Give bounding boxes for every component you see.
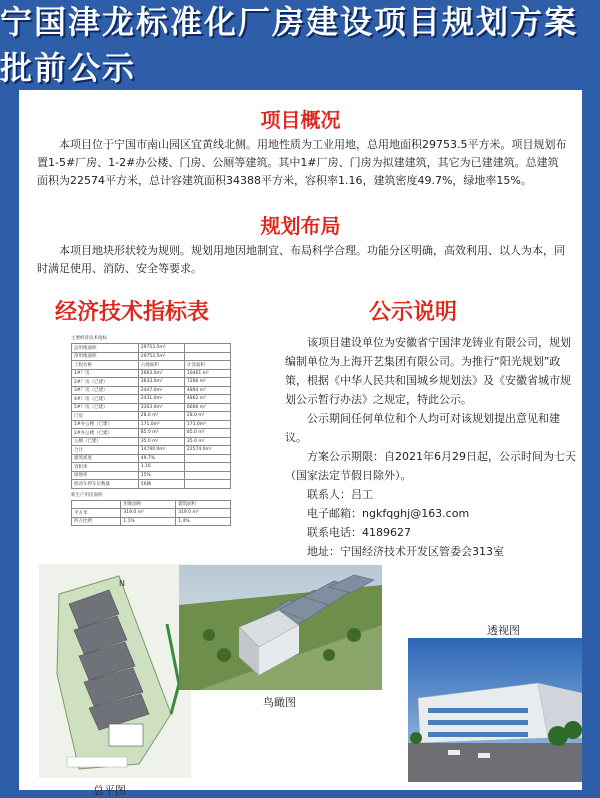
overview-text bbox=[37, 136, 567, 190]
content-panel bbox=[19, 90, 582, 797]
econ-sub-table bbox=[71, 500, 231, 527]
econ-sub-cell: 平方米 bbox=[72, 509, 121, 518]
econ-sub-cell: 1.4% bbox=[176, 517, 231, 526]
econ-cell: 171.0m² bbox=[184, 420, 230, 429]
econ-row bbox=[72, 369, 231, 378]
perspective-view-drawing bbox=[408, 638, 582, 782]
notice-p1: 该项目建设单位为安徽省宁国津龙铸业有限公司，规划编制单位为上海开艺集团有限公司。为推行“阳光规划”政策，根据《中华人民共和国城乡规划法》及《安徽省城市规划公示暂行办法》之规定，特此公示。 bbox=[285, 336, 571, 406]
econ-cell: 4#厂房（已建） bbox=[72, 395, 139, 404]
econ-cell: 1#厂房 bbox=[72, 369, 139, 378]
econ-cell: 85.0 m² bbox=[184, 429, 230, 438]
notice-p3: 方案公示期限：自2021年6月29日起，公示时间为七天（国家法定节假日除外）。 bbox=[285, 450, 576, 482]
econ-cell bbox=[184, 352, 230, 361]
page-title: 宁国津龙标准化厂房建设项目规划方案批前公示 bbox=[0, 3, 579, 87]
overview-paragraph: 本项目位于宁国市南山园区宜黄线北侧。用地性质为工业用地，总用地面积29753.5平方米。项目规划布置1-5#厂房、1-2#办公楼、门房、公厕等建筑。其中1#厂房、门房为拟建建筑，其它为已建建筑。总建筑面积为22574平方米，总计容建筑面积34388平方米，容积率1.16，建筑密度49.7%，绿地率15%。 bbox=[37, 138, 567, 187]
econ-cell: 35.0 m² bbox=[138, 437, 184, 446]
econ-sub-row bbox=[72, 517, 231, 526]
overview-title: 项目概况 bbox=[260, 108, 341, 132]
econ-caption: 主要经济技术指标 bbox=[71, 336, 107, 341]
perspective-view-image bbox=[408, 638, 582, 782]
econ-cell: 工程名称 bbox=[72, 361, 139, 370]
econ-row bbox=[72, 344, 231, 353]
econ-sub-cell bbox=[72, 500, 121, 509]
econ-cell: 2#厂房（已建） bbox=[72, 378, 139, 387]
econ-cell: 建筑密度 bbox=[72, 454, 139, 463]
notice-text bbox=[285, 333, 580, 561]
econ-cell: 28.0 m² bbox=[184, 412, 230, 421]
econ-row bbox=[72, 403, 231, 412]
econ-cell: 35.0 m² bbox=[184, 437, 230, 446]
econ-cell bbox=[184, 344, 230, 353]
econ-sub-row bbox=[72, 500, 231, 509]
notice-title: 公示说明 bbox=[369, 300, 458, 325]
econ-cell: 171.0m² bbox=[138, 420, 184, 429]
econ-cell: 7266 m² bbox=[184, 378, 230, 387]
econ-cell bbox=[184, 480, 230, 489]
econ-cell: 4894 m² bbox=[184, 386, 230, 395]
econ-cell: 占地面积 bbox=[138, 361, 184, 370]
econ-cell: 15% bbox=[138, 471, 184, 480]
aerial-view-caption: 鸟瞰图 bbox=[263, 696, 296, 709]
econ-cell: 绿地率 bbox=[72, 471, 139, 480]
econ-caption-2: 新生产用房面积 bbox=[71, 492, 103, 498]
econ-table bbox=[71, 335, 231, 526]
econ-cell: 29753.5m² bbox=[138, 344, 184, 353]
site-plan-drawing bbox=[39, 564, 191, 778]
econ-cell: 28.0 m² bbox=[138, 412, 184, 421]
econ-cell: 2663.0m² bbox=[138, 369, 184, 378]
econ-cell: 1#办公楼（已建） bbox=[72, 420, 139, 429]
econ-cell: 22574.0m² bbox=[184, 446, 230, 455]
econ-cell: 1.16 bbox=[138, 463, 184, 472]
econ-sub-row bbox=[72, 509, 231, 518]
perspective-caption: 透视图 bbox=[487, 624, 520, 637]
layout-title: 规划布局 bbox=[260, 214, 341, 238]
econ-cell bbox=[184, 463, 230, 472]
econ-sub-cell: 所占比例 bbox=[72, 517, 121, 526]
econ-row bbox=[72, 446, 231, 455]
econ-row bbox=[72, 480, 231, 489]
econ-cell: 56辆 bbox=[138, 480, 184, 489]
econ-cell: 49.7% bbox=[138, 454, 184, 463]
econ-cell: 计容面积 bbox=[184, 361, 230, 370]
econ-main-table bbox=[71, 343, 231, 489]
econ-cell: 10461 m² bbox=[184, 369, 230, 378]
econ-row bbox=[72, 420, 231, 429]
econ-cell: 2447.0m² bbox=[138, 386, 184, 395]
econ-title: 经济技术指标表 bbox=[55, 300, 210, 325]
econ-row bbox=[72, 352, 231, 361]
econ-row bbox=[72, 437, 231, 446]
aerial-view-drawing bbox=[179, 565, 382, 690]
econ-cell bbox=[184, 471, 230, 480]
econ-sub-cell: 用地面积 bbox=[121, 500, 176, 509]
site-plan-image bbox=[39, 564, 191, 778]
econ-cell: 14790.0m² bbox=[138, 446, 184, 455]
title-bar bbox=[0, 0, 600, 86]
econ-cell: 29753.5m² bbox=[138, 352, 184, 361]
site-plan-caption: 总平图 bbox=[93, 784, 126, 797]
notice-p2: 公示期间任何单位和个人均可对该规划提出意见和建议。 bbox=[285, 412, 560, 444]
econ-sub-cell: 319.0 m² bbox=[121, 509, 176, 518]
econ-cell: 容积率 bbox=[72, 463, 139, 472]
econ-cell bbox=[184, 454, 230, 463]
econ-cell: 85.0 m² bbox=[138, 429, 184, 438]
econ-row bbox=[72, 386, 231, 395]
econ-cell: 4862 m² bbox=[184, 395, 230, 404]
econ-cell: 3#厂房（已建） bbox=[72, 386, 139, 395]
econ-sub-cell: 319.0 m² bbox=[176, 509, 231, 518]
layout-paragraph: 本项目地块形状较为规则。规划用地因地制宜、布局科学合理。功能分区明确，高效利用、以人为本，同时满足使用、消防、安全等要求。 bbox=[37, 244, 565, 275]
notice-address: 地址：宁国经济技术开发区管委会313室 bbox=[307, 545, 504, 558]
econ-cell: 门房 bbox=[72, 412, 139, 421]
notice-email: 电子邮箱：ngkfqghj@163.com bbox=[307, 507, 470, 520]
econ-cell: 公厕（已建） bbox=[72, 437, 139, 446]
econ-row bbox=[72, 412, 231, 421]
econ-row bbox=[72, 378, 231, 387]
econ-cell: 3303.0m² bbox=[138, 403, 184, 412]
econ-cell: 2431.0m² bbox=[138, 395, 184, 404]
econ-row bbox=[72, 471, 231, 480]
econ-cell: 净用地面积 bbox=[72, 352, 139, 361]
aerial-view-image bbox=[179, 565, 382, 690]
econ-row bbox=[72, 429, 231, 438]
notice-phone: 联系电话：4189627 bbox=[307, 526, 411, 539]
econ-row bbox=[72, 361, 231, 370]
svg-text:N: N bbox=[119, 579, 125, 588]
notice-contact: 联系人：吕工 bbox=[307, 488, 373, 501]
econ-cell: 6606 m² bbox=[184, 403, 230, 412]
econ-cell: 5#厂房（已建） bbox=[72, 403, 139, 412]
econ-cell: 3633.0m² bbox=[138, 378, 184, 387]
econ-row bbox=[72, 454, 231, 463]
econ-cell: 总用地面积 bbox=[72, 344, 139, 353]
layout-text bbox=[37, 242, 567, 278]
econ-cell: 机动车停车位数量 bbox=[72, 480, 139, 489]
econ-sub-cell: 1.1% bbox=[121, 517, 176, 526]
econ-cell: 合计 bbox=[72, 446, 139, 455]
econ-sub-cell: 建筑面积 bbox=[176, 500, 231, 509]
econ-cell: 2#办公楼（已建） bbox=[72, 429, 139, 438]
econ-row bbox=[72, 395, 231, 404]
econ-row bbox=[72, 463, 231, 472]
